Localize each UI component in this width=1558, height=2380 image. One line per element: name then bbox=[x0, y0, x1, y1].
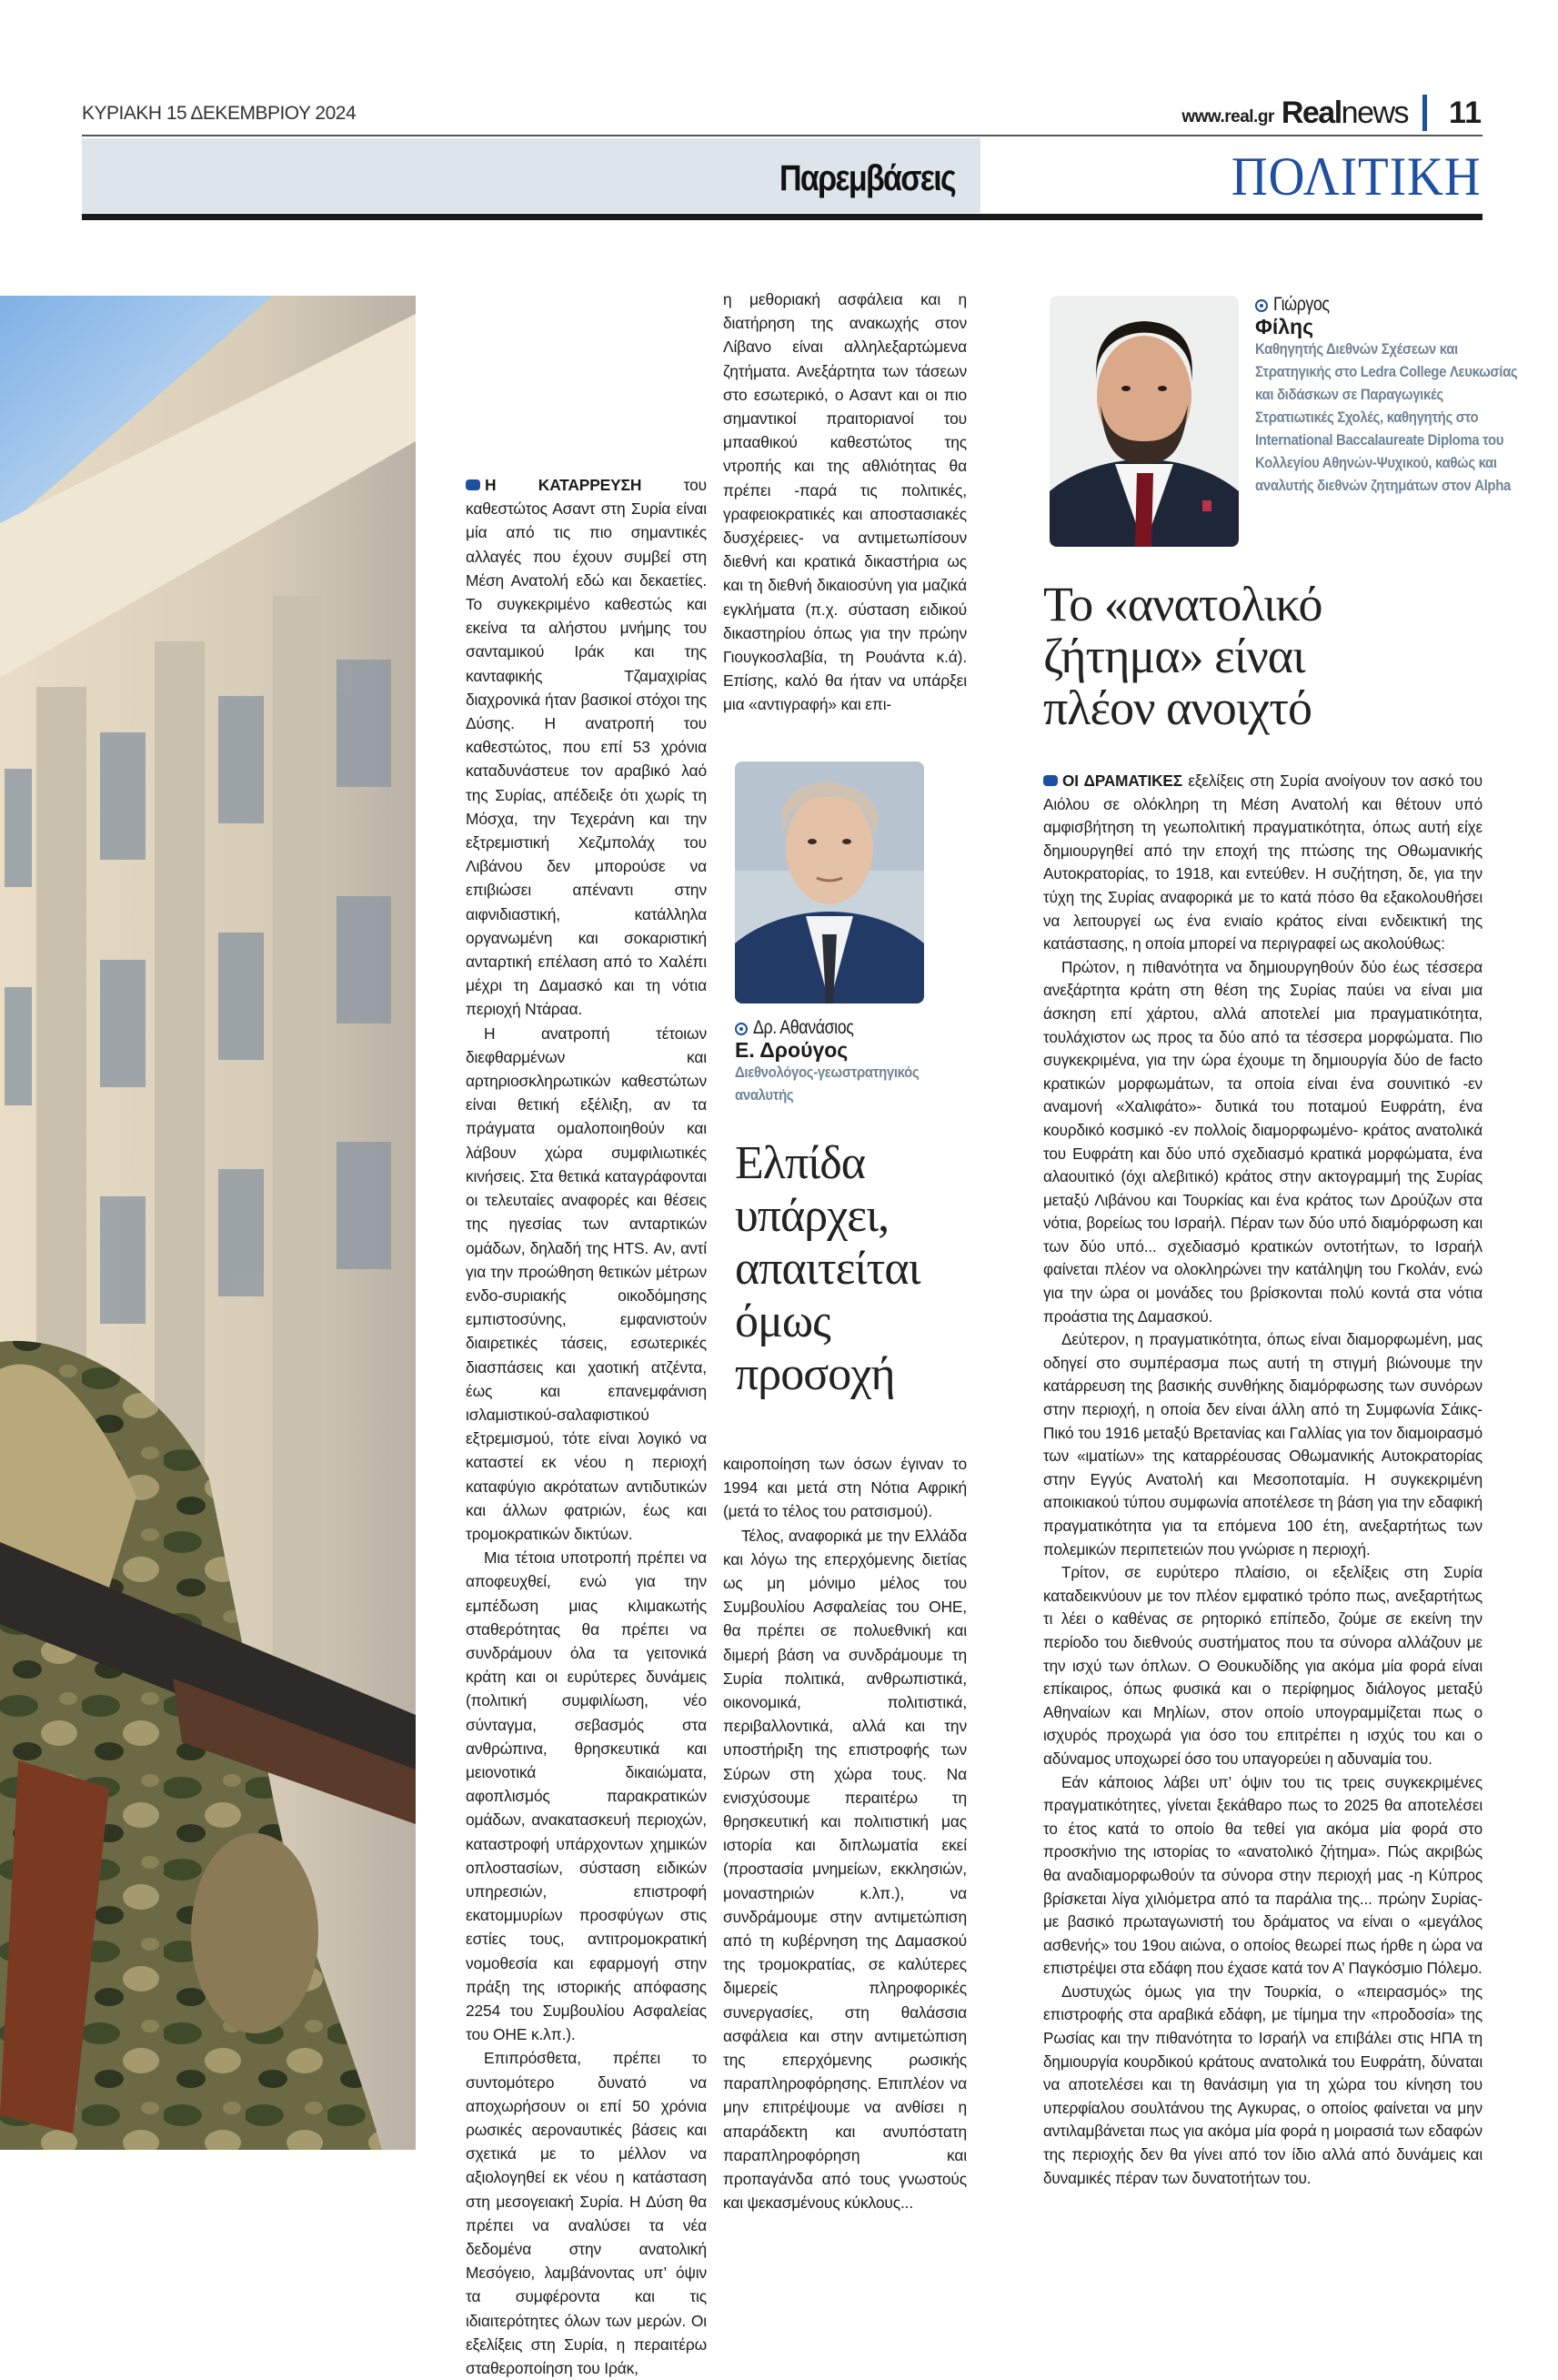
author-last-name: Φίλης bbox=[1255, 315, 1314, 338]
paragraph-text: εξελίξεις στη Συρία ανοίγουν τον ασκό του Αιόλου σε ολόκληρη τη Μέση Ανατολή και θέτουν υπό αμφισβήτηση τη γεωπολιτική πραγματικότητα, όπως αυτή είχε δημιουργηθεί από την εποχή της πτώσης της Οθωμανικής Αυτοκρατορίας, το 1918, και εντεύθεν. Η συζήτηση, δε, για την τύχη της Συρίας αναφορικά με το κατά πόσο θα εξακολουθήσει να λειτουργεί ως ένα ενιαίο κράτος είναι ενδεικτική της κατάστασης, η οποία μπορεί να περιγραφεί ως ακολούθως: bbox=[1043, 771, 1483, 953]
headline-drougos bbox=[735, 1137, 920, 1401]
section-band bbox=[82, 138, 980, 213]
author-byline-filis bbox=[1255, 294, 1528, 497]
article-drougos-column-1 bbox=[466, 473, 707, 2380]
section-title: ΠΟΛΙΤΙΚΗ bbox=[1231, 146, 1482, 207]
brand-logo bbox=[1282, 96, 1408, 131]
headline-filis bbox=[1043, 579, 1322, 734]
paragraph bbox=[1043, 770, 1483, 956]
author-prefix: Δρ. Αθανάσιος bbox=[753, 1017, 854, 1038]
site-url[interactable]: www.real.gr bbox=[1181, 107, 1274, 126]
brand-divider bbox=[1422, 95, 1427, 131]
header-rule bbox=[82, 135, 1483, 136]
headline-line: Το «ανατολικό bbox=[1043, 577, 1322, 631]
paragraph bbox=[466, 473, 707, 1022]
author-bio: Καθηγητής Διεθνών Σχέσεων και Στρατηγικής στο Ledra College Λευκωσίας και διδάσκων σε Παραγωγικές Στρατιωτικές Σχολές, καθηγητής στο International Baccalaureate Diploma του Κολλεγίου Αθηνών-Ψυχικού, καθώς και αναλυτής διεθνών ζητημάτων στον Alpha bbox=[1255, 340, 1518, 494]
paragraph: Δυστυχώς όμως για την Τουρκία, ο «πειρασμός» της επιστροφής στα αραβικά εδάφη, με τίμημα την «προδοσία» της Ρωσίας και την πιθανότητα το Ισραήλ να επιβάλει στις ΗΠΑ τη δημιουργία κουρδικού κράτους ανατολικά του Ευφράτη, δύναται να αποτελέσει και τη θανάσιμη για τη χώρα του κίνηση του υπερφίαλου σουλτάνου της Αγκυρας, ο οποίος φαίνεται να μην αντιλαμβάνεται πως για ακόμα μία φορά η μοιρασιά των εδαφών της περιοχής δεν θα γίνει από τον ίδιο αλλά από δυνάμεις και δυναμικές πέραν των δυνατοτήτων του. bbox=[1043, 1982, 1483, 2187]
paragraph-text: του καθεστώτος Ασαντ στη Συρία είναι μία από τις πιο σημαντικές αλλαγές που έχουν συμβεί στη Μέση Ανατολή εδώ και δεκαετίες. Το συγκεκριμένο καθεστώς και εκείνα τα αλήστου μνήμης του σανταμικού Ιράκ και της κανταφικής Τζαμαχιρίας διαχρονικά ήταν βασικοί στόχοι της Δύσης. Η ανατροπή του καθεστώτος, που επί 53 χρόνια καταδυνάστευε τον αραβικό λαό της Συρίας, απέδειξε ότι χωρίς τη Μόσχα, την Τεχεράνη και την εξτρεμιστική Χεζμπολάχ του Λιβάνου δεν μπορούσε να επιβιώσει απέναντι στην αιφνιδιαστική, κατάλληλα οργανωμένη και σοκαριστική ανταρτική επέλαση από το Χαλέπι μέχρι τη Δαμασκό και τη νότια περιοχή Ντάραα. bbox=[466, 476, 707, 1019]
target-icon bbox=[1255, 299, 1268, 312]
paragraph: Εάν κάποιος λάβει υπ’ όψιν του τις τρεις συγκεκριμένες πραγματικότητες, γίνεται ξεκάθαρο πως το 2025 θα αποτελέσει το έτος κατά το οποίο θα τεθεί για ακόμα μία φορά στο προσκήνιο της ιστορίας το «ανατολικό ζήτημα». Πώς ακριβώς θα αναδιαμορφωθούν τα σύνορα στην περιοχή μας -η Κύπρος βρίσκεται λίγα χιλιόμετρα από τα παράλια της... πρώην Συρίας- με βασικό πρωταγωνιστή του δράματος να είναι ο «μεγάλος ασθενής» του 19ου αιώνα, ο οποίος θεωρεί πως ήρθε η ώρα να επιστρέψει στα εδάφη που έχασε κατά τον Α’ Παγκόσμιο Πόλεμο. bbox=[1043, 1772, 1483, 1978]
lead-word: ΟΙ ΔΡΑΜΑΤΙΚΕΣ bbox=[1062, 771, 1182, 790]
brand-bold: Real bbox=[1281, 96, 1342, 130]
author-byline-drougos bbox=[735, 1017, 1008, 1106]
paragraph: Μια τέτοια υποτροπή πρέπει να αποφευχθεί, ενώ για την εμπέδωση μιας κλιμακωτής σταθερότητας θα πρέπει να συνδράμουν όλα τα γειτονικά κράτη και οι ευρύτερες δυνάμεις (πολιτική συμφιλίωση, νέο σύνταγμα, σεβασμός στα ανθρώπινα, θρησκευτικά και μειονοτικά δικαιώματα, αφοπλισμός παρακρατικών ομάδων, ανακατασκευή περιοχών, καταστροφή υπάρχοντων χημικών οπλοστασίων, σύσταση ειδικών υπηρεσιών, επιστροφή εκατομμυρίων προσφύγων στις εστίες τους, αντιτρομοκρατική νομοθεσία και εφαρμογή στην πράξη της ιστορικής απόφασης 2254 του Συμβουλίου Ασφαλείας του ΟΗΕ κ.λπ.). bbox=[466, 1548, 707, 2044]
headline-line: προσοχή bbox=[735, 1348, 895, 1400]
soldier-building-photo bbox=[0, 296, 416, 2150]
headline-line: πλέον ανοιχτό bbox=[1043, 681, 1312, 735]
paragraph: Επιπρόσθετα, πρέπει το συντομότερο δυνατό να αποχωρήσουν οι επί 50 χρόνια ρωσικές αεροναυτικές βάσεις και σχετικά με το μέλλον να αξιολογηθεί εκ νέου η κατάσταση στη μεσογειακή Συρία. Η Δύση θα πρέπει να αναλύσει τα νέα δεδομένα στην ανατολική Μεσόγειο, λαμβάνοντας υπ’ όψιν τα συμφέροντα και τις ιδιαιτερότητες όλων των μερών. Οι εξελίξεις στη Συρία, η περαιτέρω σταθεροποίηση του Ιράκ, bbox=[466, 2049, 707, 2378]
article-drougos-column-2-top bbox=[723, 287, 967, 717]
paragraph: καιροποίηση των όσων έγιναν το 1994 και μετά στη Νότια Αφρική (μετά το τέλος του ρατσισμού). bbox=[723, 1455, 967, 1521]
lead-bullet-icon bbox=[466, 479, 480, 490]
article-drougos-column-2-bottom bbox=[723, 1452, 967, 2215]
author-first-name: Γιώργος bbox=[1273, 294, 1330, 315]
headline-line: ζήτημα» είναι bbox=[1043, 629, 1305, 683]
section-label: Παρεμβάσεις bbox=[779, 158, 955, 198]
article-filis-body bbox=[1043, 770, 1483, 2190]
lead-bullet-icon bbox=[1043, 775, 1058, 786]
author-name: Ε. Δρούγος bbox=[735, 1038, 849, 1062]
headline-line: όμως bbox=[735, 1296, 830, 1347]
target-icon bbox=[735, 1023, 748, 1035]
paragraph: Τέλος, αναφορικά με την Ελλάδα και λόγω της επερχόμενης διετίας ως μη μόνιμο μέλος του Συμβουλίου Ασφαλείας του ΟΗΕ, θα πρέπει σε πολυεθνική και διμερή βάση να συνδράμουμε τη Συρία πολιτικά, ανθρωπιστικά, οικονομικά, πολιτιστικά, περιβαλλοντικά, αλλά και την υποστήριξη της επιστροφής των Σύρων στη χώρα τους. Να ενισχύσουμε περαιτέρω τη θρησκευτική και πολιτιστική μας ιστορία και διπλωματία εκεί (προστασία μνημείων, εκκλησιών, μοναστηριών κ.λπ.), να συνδράμουμε στην αντιμετώπιση από τη κυβέρνηση της Δαμασκού της τρομοκρατίας, σε καλύτερες διμερείς πληροφορικές συνεργασίες, στη θαλάσσια ασφάλεια και στην αντιμετώπιση της επερχόμενης ρωσικής παραπληροφόρησης. Επιπλέον να μην επιτρέψουμε να ανθίσει η απαράδεκτη και ανυπόστατη παραπληροφόρηση και προπαγάνδα από τους γνωστούς και ψεκασμένους κύκλους... bbox=[723, 1526, 967, 2213]
headline-line: Ελπίδα bbox=[735, 1137, 865, 1189]
header-thick-rule bbox=[82, 214, 1483, 220]
headline-line: απαιτείται bbox=[735, 1243, 920, 1295]
paragraph: Η ανατροπή τέτοιων διεφθαρμένων και αρτηριοσκληρωτικών καθεστώτων είναι θετική εξέλιξη, αν τα πράγματα ομαλοποιηθούν και λάβουν χώρα συμφιλιωτικές κινήσεις. Στα θετικά καταγράφονται οι τελευταίες αναφορές και θέσεις της ηγεσίας των ανταρτικών ομάδων, δηλαδή της HTS. Αν, αντί για την προώθηση θετικών μέτρων ενδο-συριακής οικοδόμησης εμπιστοσύνης, εμφανιστούν διαιρετικές τάσεις, εσωτερικές διασπάσεις και χαοτική ατζέντα, έως και επανεμφάνιση ισλαμιστικού-σαλαφιστικού εξτρεμισμού, τότε είναι λογικό να καταστεί εκ νέου η περιοχή καταφύγιο ακρότατων αντιδυτικών και άλλων φατριών, έως και τρομοκρατικών δικτύων. bbox=[466, 1024, 707, 1543]
paragraph: η μεθοριακή ασφάλεια και η διατήρηση της ανακωχής στον Λίβανο είναι αλληλεξαρτώμενα ζητήματα. Ανεξάρτητα των τάσεων στο εσωτερικό, ο Ασαντ και οι πιο σημαντικοί πραιτοριανοί του μπααθικού καθεστώτος της ντροπής και της αθλιότητας θα πρέπει -παρά τις πολιτικές, γραφειοκρατικές και αποστασιακές δυσχέρειες- να αντιμετωπίσουν διεθνή και κρατικά δικαστήρια ως και τη διεθνή δικαιοσύνη για μαζικά εγκλήματα (π.χ. σύσταση ειδικού δικαστηρίου όπως για την πρώην Γιουγκοσλαβία, τη Ρουάντα κ.ά). Επίσης, καλό θα ήταν να υπάρξει μια «αντιγραφή» και επι- bbox=[723, 290, 967, 714]
paragraph: Πρώτον, η πιθανότητα να δημιουργηθούν δύο έως τέσσερα ανεξάρτητα κράτη στη θέση της Συρίας παύει να είναι μια άσκηση επί χάρτου, αλλά αποτελεί μια πραγματικότητα, τουλάχιστον ως προς τα δύο από τα τέσσερα μορφώματα. Πιο συγκεκριμένα, για την ώρα έχουμε τη δημιουργία δύο de facto κρατικών μορφωμάτων, τα οποία είναι ένα σουνιτικό -εν αναμονή «Χαλιφάτο»- δυτικά του ποταμού Ευφράτη, ένα κουρδικό κοσμικό -εν πολλοίς διαμορφωμένο- κράτος ανατολικά του Ευφράτη και δύο υπό σχεδιασμό κρατικά μορφώματα, ένα αλαουιτικό (όχι αλεβιτικό) κράτος στην ακτογραμμή της Συρίας μεταξύ Λιβάνου και Τουρκίας και ένα κράτος των Δρούζων στα νότια, βορείως του Ισραήλ. Πέραν των δύο υπό διαμόρφωση και των δύο υπό... σχεδιασμό κρατικών οντοτήτων, το Ισραήλ φαίνεται πλέον να ολοκληρώνει την κατάληψη του Γκολάν, ενώ για την ώρα οι μονάδες του βρίσκονται πολύ κοντά στα νότια προάστια της Δαμασκού. bbox=[1043, 957, 1483, 1326]
author-photo-drougos bbox=[735, 761, 924, 1003]
issue-date: ΚΥΡΙΑΚΗ 15 ΔΕΚΕΜΒΡΙΟΥ 2024 bbox=[82, 103, 357, 124]
masthead-brand bbox=[1181, 95, 1482, 131]
brand-light: news bbox=[1341, 96, 1409, 130]
author-photo-filis bbox=[1050, 296, 1239, 547]
paragraph: Δεύτερον, η πραγματικότητα, όπως είναι διαμορφωμένη, μας οδηγεί στο συμπέρασμα πως αυτή τη στιγμή βιώνουμε την κατάρρευση της βασικής συνθήκης διαμόρφωσης των συνόρων στην περιοχή, η οποία δεν είναι άλλη από τη Συμφωνία Σάικς-Πικό του 1916 μεταξύ Βρετανίας και Γαλλίας για τον διαμοιρασμό των «ιματίων» της καταρρέουσας Οθωμανικής Αυτοκρατορίας στην Εγγύς Ανατολή και Μεσοποταμία. Η συγκεκριμένη αποικιακού τύπου συμφωνία αποτέλεσε τη βάση για την εδαφική πραγματικότητα για τα επόμενα 100 έτη, ανεξαρτήτως των πολεμικών περιπετειών που γνώρισε η περιοχή. bbox=[1043, 1330, 1483, 1558]
paragraph: Τρίτον, σε ευρύτερο πλαίσιο, οι εξελίξεις στη Συρία καταδεικνύουν με τον πλέον εμφατικό τρόπο πως, ανεξαρτήτως τι λέει ο καθένας σε ρητορικό επίπεδο, ζούμε σε εκείνη την περίοδο του διεθνούς συστήματος που τα σύνορα αλλάζουν με την ισχύ των όπλων. Ο Θουκυδίδης για ακόμα μία φορά είναι επίκαιρος, όπως φυσικά και ο περίφημος διάλογος μεταξύ Αθηναίων και Μηλίων, στον οποίο υπογραμμίζεται πως ο ισχυρός προχωρά για όσο του επιτρέπει η ισχύς του και ο αδύναμος υποχωρεί όσο του υπαγορεύει η αδυναμία του. bbox=[1043, 1563, 1483, 1768]
lead-word: Η ΚΑΤΑΡΡΕΥΣΗ bbox=[485, 476, 642, 494]
headline-line: υπάρχει, bbox=[735, 1190, 890, 1242]
page-number: 11 bbox=[1449, 96, 1482, 130]
author-role: Διεθνολόγος-γεωστρατηγικός αναλυτής bbox=[735, 1064, 920, 1104]
